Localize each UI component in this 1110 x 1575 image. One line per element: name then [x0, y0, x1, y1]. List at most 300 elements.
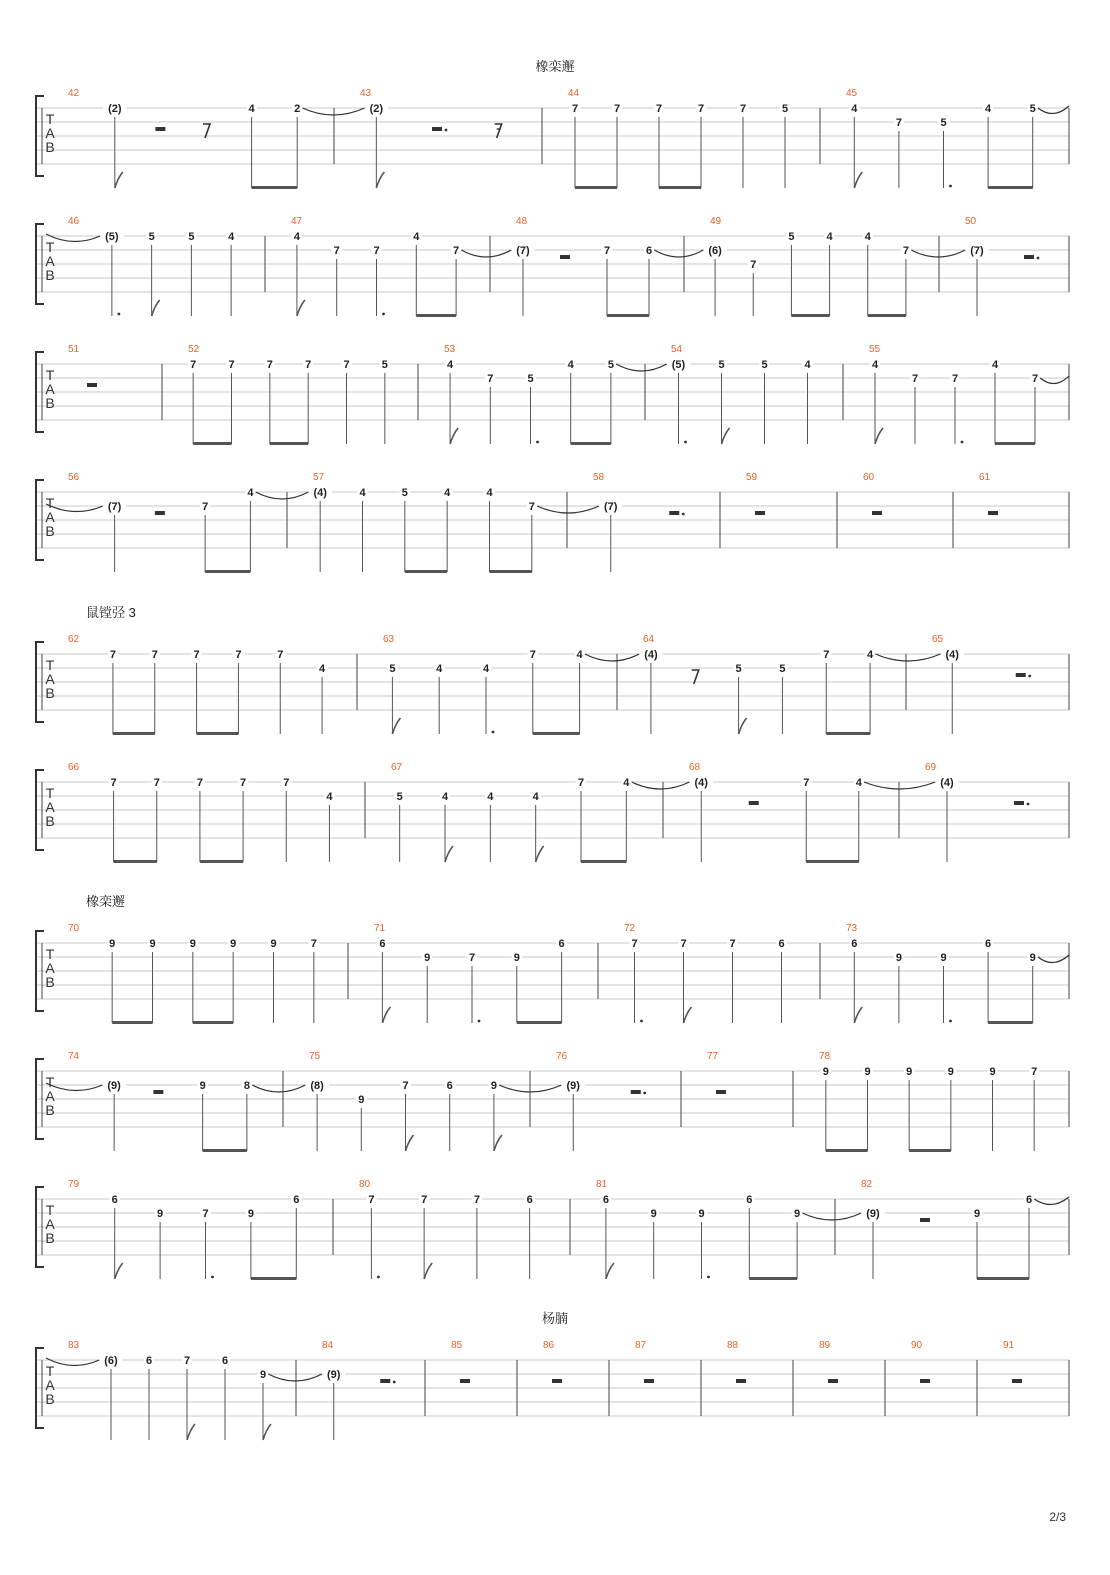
fret-number: 9	[947, 1066, 954, 1078]
fret-number: 7	[305, 359, 312, 371]
measure-number: 91	[1003, 1340, 1015, 1351]
tie-arc	[875, 654, 940, 661]
fret-number: 7	[631, 938, 638, 950]
fret-number: 5	[940, 117, 947, 129]
tab-letter-t: T	[45, 239, 55, 255]
fret-number: 5	[718, 359, 725, 371]
note-beam	[200, 860, 243, 863]
measure-number: 49	[710, 216, 722, 227]
tie-arc	[864, 782, 935, 789]
rest	[560, 255, 570, 259]
fret-number: 7	[571, 103, 579, 115]
fret-number: (7)	[107, 501, 122, 513]
fret-number: 7	[283, 777, 290, 789]
fret-number: 9	[149, 938, 156, 950]
tab-letter-b: B	[45, 1230, 55, 1246]
measure-number: 89	[819, 1340, 831, 1351]
fret-number: (7)	[604, 501, 618, 513]
rest	[920, 1218, 930, 1222]
section-label: 鼠镗弪 3	[86, 605, 136, 620]
note-beam	[193, 442, 231, 445]
fret-number: 5	[401, 487, 408, 499]
fret-number: 5	[148, 231, 155, 243]
tie-arc	[1038, 106, 1069, 114]
fret-number: 4	[576, 649, 583, 661]
measure-number: 80	[359, 1179, 371, 1190]
fret-number: 7	[193, 649, 200, 661]
fret-number: 5	[389, 663, 396, 675]
fret-number: 7	[153, 777, 160, 789]
fret-number: 9	[973, 1208, 981, 1220]
rest	[828, 1379, 838, 1383]
note-beam	[193, 1021, 233, 1024]
note-beam	[581, 860, 626, 863]
fret-number: 4	[855, 777, 862, 789]
fret-number: 7	[803, 777, 810, 789]
rest	[380, 1379, 390, 1383]
fret-number: 4	[804, 359, 811, 371]
tie-arc	[256, 492, 309, 499]
fret-number: 7	[240, 777, 247, 789]
tie-arc	[802, 1213, 861, 1220]
fret-number: 6	[778, 938, 785, 950]
eighth-flag	[536, 846, 544, 862]
duration-dot	[382, 313, 385, 316]
measure-number: 48	[516, 216, 528, 227]
fret-number: 7	[951, 373, 959, 385]
note-beam	[197, 732, 239, 735]
fret-number: 5	[396, 791, 403, 803]
fret-number: 7	[310, 938, 317, 950]
measure-number: 57	[313, 472, 325, 483]
note-beam	[112, 1021, 152, 1024]
measure-number: 52	[188, 344, 200, 355]
note-beam	[977, 1277, 1029, 1280]
tab-letter-b: B	[45, 1391, 55, 1407]
fret-number: 7	[750, 259, 757, 271]
tab-letter-a: A	[45, 960, 55, 976]
fret-number: 7	[343, 359, 350, 371]
measure-number: 58	[593, 472, 605, 483]
tab-letter-t: T	[45, 1363, 55, 1379]
fret-number: 9	[864, 1066, 871, 1078]
tab-letter-b: B	[45, 139, 55, 155]
tab-letter-a: A	[45, 381, 55, 397]
note-beam	[995, 442, 1035, 445]
fret-number: (9)	[327, 1369, 341, 1381]
fret-number: 6	[558, 938, 565, 950]
fret-number: 5	[735, 663, 742, 675]
fret-number: 9	[189, 938, 196, 950]
rest	[631, 1090, 641, 1094]
measure-number: 72	[624, 923, 636, 934]
rest	[749, 801, 759, 805]
fret-number: 7	[235, 649, 242, 661]
measure-number: 73	[846, 923, 858, 934]
eighth-flag	[392, 718, 400, 734]
measure-number: 53	[444, 344, 456, 355]
fret-number: 7	[368, 1194, 375, 1206]
measure-number: 86	[543, 1340, 555, 1351]
fret-number: 7	[697, 103, 705, 115]
fret-number: 6	[221, 1355, 229, 1367]
measure-number: 76	[556, 1051, 568, 1062]
fret-number: (7)	[516, 245, 530, 257]
fret-number: 6	[602, 1194, 609, 1206]
note-beam	[988, 1021, 1033, 1024]
note-beam	[571, 442, 611, 445]
rest	[460, 1379, 470, 1383]
tie-arc	[911, 250, 965, 257]
measure-number: 71	[374, 923, 386, 934]
rest	[1014, 801, 1024, 805]
fret-number: 4	[326, 791, 333, 803]
fret-number: 7	[902, 245, 909, 257]
measure-number: 45	[846, 88, 858, 99]
rest	[153, 1090, 163, 1094]
rest-dot	[445, 129, 448, 132]
rest	[1012, 1379, 1022, 1383]
rest	[872, 511, 882, 515]
rest	[716, 1090, 726, 1094]
duration-dot	[707, 1276, 710, 1279]
fret-number: 5	[781, 103, 789, 115]
eighth-flag	[854, 1007, 862, 1023]
rest-dot	[393, 1381, 396, 1384]
note-beam	[203, 1149, 247, 1152]
eighth-flag	[445, 846, 453, 862]
fret-number: (7)	[970, 245, 984, 257]
fret-number: (2)	[108, 103, 122, 115]
fret-number: 4	[447, 359, 454, 371]
fret-number: 4	[247, 487, 254, 499]
measure-number: 90	[911, 1340, 923, 1351]
fret-number: 5	[779, 663, 786, 675]
fret-number: 4	[228, 231, 235, 243]
eighth-flag	[875, 428, 883, 444]
tie-arc	[654, 250, 703, 257]
tie-arc	[461, 250, 511, 257]
measure-number: 50	[965, 216, 977, 227]
fret-number: 4	[436, 663, 443, 675]
measure-number: 84	[322, 1340, 334, 1351]
measure-number: 55	[869, 344, 881, 355]
fret-number: 7	[528, 501, 535, 513]
note-beam	[251, 1277, 296, 1280]
note-beam	[659, 186, 701, 189]
tie-arc	[616, 364, 667, 371]
tab-letter-b: B	[45, 523, 55, 539]
tab-letter-a: A	[45, 799, 55, 815]
eighth-flag	[450, 428, 458, 444]
tie-arc	[1040, 376, 1069, 384]
note-beam	[113, 732, 155, 735]
fret-number: 9	[513, 952, 520, 964]
duration-dot	[961, 441, 964, 444]
fret-number: 4	[985, 103, 992, 115]
tab-letter-t: T	[45, 1202, 55, 1218]
page-number: 2/3	[1049, 1510, 1066, 1524]
fret-number: (4)	[694, 777, 708, 789]
tab-letter-a: A	[45, 509, 55, 525]
fret-number: 5	[761, 359, 768, 371]
rest	[1016, 673, 1026, 677]
duration-dot	[949, 1020, 952, 1023]
note-beam	[405, 570, 447, 573]
fret-number: 7	[110, 777, 117, 789]
eighth-flag	[854, 172, 862, 188]
tab-letter-b: B	[45, 1102, 55, 1118]
eighth-flag	[187, 1424, 195, 1440]
measure-number: 75	[309, 1051, 321, 1062]
eighth-flag	[684, 1007, 692, 1023]
fret-number: 5	[607, 359, 614, 371]
fret-number: (4)	[945, 649, 959, 661]
measure-number: 47	[291, 216, 303, 227]
rest	[644, 1379, 654, 1383]
measure-number: 82	[861, 1179, 873, 1190]
fret-number: 9	[490, 1080, 497, 1092]
tie-arc	[585, 654, 639, 661]
tab-letter-a: A	[45, 125, 55, 141]
measure-number: 61	[979, 472, 991, 483]
fret-number: 9	[698, 1208, 705, 1220]
duration-dot	[536, 441, 539, 444]
fret-number: 5	[788, 231, 795, 243]
fret-number: 4	[413, 231, 420, 243]
note-beam	[806, 860, 859, 863]
measure-number: 88	[727, 1340, 739, 1351]
measure-number: 67	[391, 762, 403, 773]
eighth-flag	[494, 1135, 502, 1151]
fret-number: 9	[895, 952, 902, 964]
eighth-flag	[722, 428, 730, 444]
measure-number: 62	[68, 634, 80, 645]
tab-letter-a: A	[45, 1377, 55, 1393]
fret-number: (2)	[369, 103, 384, 115]
fret-number: 6	[293, 1194, 300, 1206]
section-label: 杨腩	[541, 1311, 569, 1326]
tie-arc	[268, 1374, 322, 1381]
measure-number: 78	[819, 1051, 831, 1062]
fret-number: (9)	[566, 1080, 580, 1092]
fret-number: 9	[1029, 952, 1036, 964]
fret-number: (9)	[866, 1208, 880, 1220]
tab-letter-t: T	[45, 495, 55, 511]
eighth-flag	[115, 172, 123, 188]
rest	[155, 511, 165, 515]
measure-number: 87	[635, 1340, 647, 1351]
measure-number: 74	[68, 1051, 80, 1062]
fret-number: 6	[851, 938, 858, 950]
eighth-flag	[152, 300, 160, 316]
fret-number: 6	[1025, 1194, 1033, 1206]
fret-number: 6	[746, 1194, 753, 1206]
fret-number: 9	[358, 1094, 365, 1106]
fret-number: 9	[109, 938, 116, 950]
tab-letter-b: B	[45, 813, 55, 829]
measure-number: 54	[671, 344, 683, 355]
measure-number: 70	[68, 923, 80, 934]
fret-number: 4	[441, 791, 449, 803]
tab-letter-t: T	[45, 785, 55, 801]
eighth-flag	[739, 718, 747, 734]
fret-number: 2	[294, 103, 301, 115]
fret-number: 7	[739, 103, 747, 115]
fret-number: (4)	[313, 487, 327, 499]
fret-number: 7	[603, 245, 611, 257]
fret-number: 7	[1031, 1066, 1038, 1078]
fret-number: 4	[991, 359, 999, 371]
fret-number: 7	[228, 359, 235, 371]
fret-number: 7	[577, 777, 585, 789]
note-beam	[868, 314, 906, 317]
section-label: 橡栾邂	[86, 894, 126, 909]
tab-letter-a: A	[45, 671, 55, 687]
fret-number: (9)	[107, 1080, 121, 1092]
note-beam	[490, 570, 532, 573]
note-beam	[114, 860, 157, 863]
tab-letter-t: T	[45, 946, 55, 962]
tie-arc	[632, 782, 690, 789]
tab-letter-a: A	[45, 253, 55, 269]
rest	[736, 1379, 746, 1383]
note-beam	[749, 1277, 797, 1280]
measure-number: 43	[360, 88, 372, 99]
rest-dot	[1027, 803, 1030, 806]
fret-number: 4	[851, 103, 858, 115]
note-beam	[988, 186, 1033, 189]
fret-number: 9	[157, 1208, 164, 1220]
fret-number: 4	[864, 231, 871, 243]
measure-number: 68	[689, 762, 701, 773]
fret-number: 7	[196, 777, 203, 789]
measure-number: 51	[68, 344, 80, 355]
rest	[988, 511, 998, 515]
fret-number: (5)	[671, 359, 686, 371]
note-beam	[607, 314, 649, 317]
fret-number: 9	[199, 1080, 206, 1092]
measure-number: 77	[707, 1051, 719, 1062]
note-beam	[575, 186, 617, 189]
duration-dot	[377, 1276, 380, 1279]
eighth-flag	[263, 1424, 271, 1440]
fret-number: 9	[906, 1066, 913, 1078]
tie-arc	[537, 506, 599, 513]
rest	[155, 127, 165, 131]
rest-dot	[643, 1092, 646, 1095]
duration-dot	[492, 731, 495, 734]
fret-number: 9	[424, 952, 431, 964]
tab-letter-b: B	[45, 685, 55, 701]
measure-number: 42	[68, 88, 80, 99]
fret-number: 7	[468, 952, 476, 964]
fret-number: 4	[826, 231, 833, 243]
fret-number: 7	[911, 373, 919, 385]
fret-number: 6	[379, 938, 386, 950]
rest-dot	[1028, 675, 1031, 678]
fret-number: (6)	[104, 1355, 118, 1367]
fret-number: (4)	[940, 777, 954, 789]
fret-number: 4	[293, 231, 300, 243]
fret-number: 7	[1031, 373, 1039, 385]
rest	[755, 511, 765, 515]
fret-number: 7	[333, 245, 340, 257]
fret-number: 7	[402, 1080, 409, 1092]
tab-letter-b: B	[45, 395, 55, 411]
tab-letter-t: T	[45, 1074, 55, 1090]
fret-number: 7	[823, 649, 830, 661]
fret-number: 4	[248, 103, 255, 115]
rest-dot	[1037, 257, 1040, 260]
fret-number: 4	[482, 663, 490, 675]
measure-number: 59	[746, 472, 758, 483]
rest	[87, 383, 97, 387]
measure-number: 46	[68, 216, 80, 227]
fret-number: 9	[940, 952, 947, 964]
fret-number: 4	[359, 487, 366, 499]
rest	[432, 127, 442, 131]
fret-number: 7	[266, 359, 273, 371]
tie-arc	[252, 1085, 305, 1092]
measure-number: 83	[68, 1340, 80, 1351]
measure-number: 69	[925, 762, 937, 773]
fret-number: 4	[867, 649, 874, 661]
fret-number: 6	[645, 245, 653, 257]
duration-dot	[117, 313, 120, 316]
measure-number: 85	[451, 1340, 463, 1351]
fret-number: 4	[487, 791, 494, 803]
tie-arc	[1038, 955, 1069, 963]
fret-number: 5	[527, 373, 534, 385]
fret-number: 7	[655, 103, 663, 115]
measure-number: 65	[932, 634, 944, 645]
fret-number: 7	[190, 359, 197, 371]
tab-letter-t: T	[45, 657, 55, 673]
fret-number: 7	[151, 649, 158, 661]
fret-number: 7	[487, 373, 494, 385]
duration-dot	[211, 1276, 214, 1279]
measure-number: 56	[68, 472, 80, 483]
fret-number: 7	[613, 103, 621, 115]
fret-number: 4	[567, 359, 574, 371]
eighth-flag	[424, 1263, 432, 1279]
rest	[1024, 255, 1034, 259]
fret-number: 9	[822, 1066, 829, 1078]
fret-number: 9	[230, 938, 237, 950]
duration-dot	[949, 185, 952, 188]
eighth-flag	[376, 172, 384, 188]
note-beam	[826, 1149, 868, 1152]
note-beam	[270, 442, 308, 445]
measure-number: 63	[383, 634, 395, 645]
fret-number: 5	[381, 359, 388, 371]
fret-number: 4	[486, 487, 493, 499]
tie-arc	[1034, 1197, 1069, 1205]
fret-number: 7	[277, 649, 284, 661]
fret-number: (8)	[310, 1080, 324, 1092]
fret-number: 9	[270, 938, 277, 950]
fret-number: 6	[446, 1080, 453, 1092]
fret-number: 7	[473, 1194, 480, 1206]
note-beam	[416, 314, 456, 317]
fret-number: 7	[729, 938, 736, 950]
fret-number: 9	[794, 1208, 801, 1220]
note-beam	[909, 1149, 951, 1152]
fret-number: 7	[895, 117, 902, 129]
fret-number: 7	[421, 1194, 428, 1206]
eighth-flag	[606, 1263, 614, 1279]
